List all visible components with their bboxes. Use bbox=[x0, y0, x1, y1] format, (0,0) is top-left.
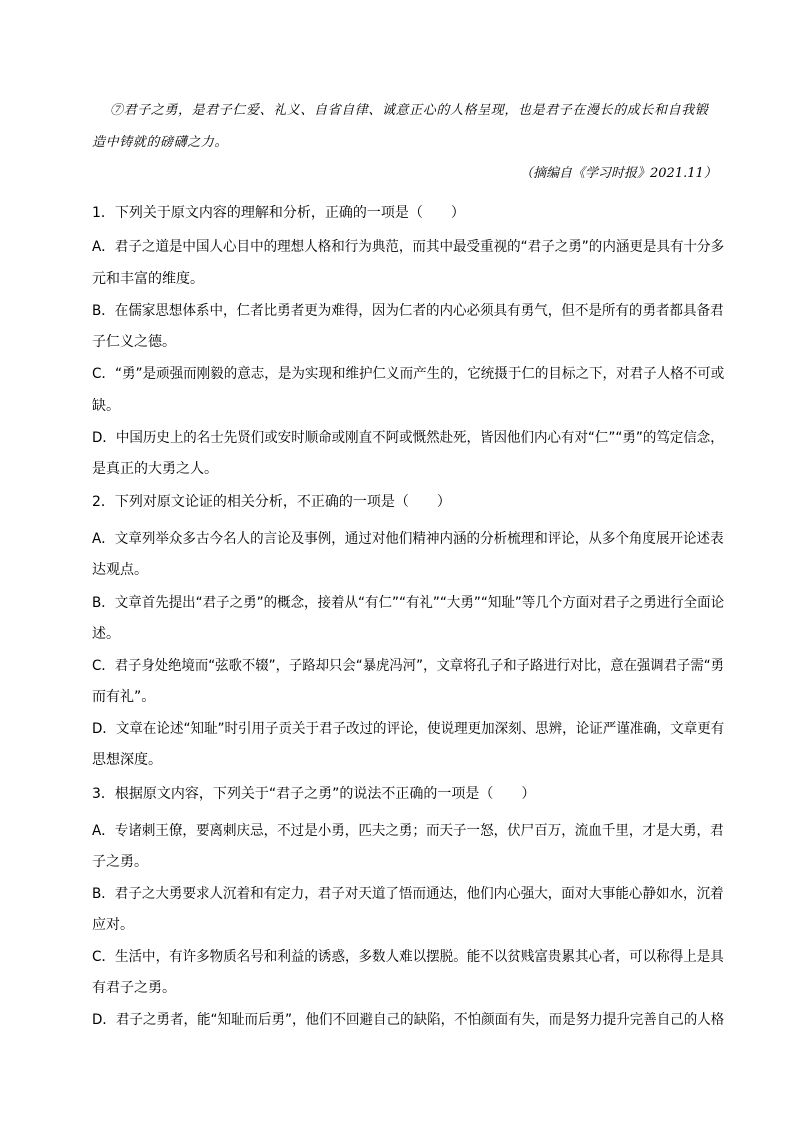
option-c-line: C．“勇”是顽强而刚毅的意志，是为实现和维护仁义而产生的，它统摄于仁的目标之下，对君子人格不可或 bbox=[92, 366, 725, 382]
option-a-line: A．文章列举众多古今名人的言论及事例，通过对他们精神内涵的分析梳理和评论，从多个角度展开论述表 bbox=[92, 531, 724, 547]
option-a-line: 子之勇。 bbox=[92, 854, 148, 870]
question-stem: 3．根据原文内容，下列关于“君子之勇”的说法不正确的一项是（ ） bbox=[92, 786, 536, 802]
option-d-line: D．文章在论述“知耻”时引用子贡关于君子改过的评论，使说理更加深刻、思辨，论证严谨准确，文章更有 bbox=[92, 721, 725, 737]
option-d-line: D．中国历史上的名士先贤们或安时顺命或刚直不阿或慨然赴死，皆因他们内心有对“仁”“勇”的笃定信念， bbox=[92, 430, 724, 446]
option-b-line: 应对。 bbox=[92, 917, 134, 933]
option-c-line: 而有礼”。 bbox=[92, 689, 156, 705]
question-stem: 2．下列对原文论证的相关分析，不正确的一项是（ ） bbox=[92, 494, 451, 510]
option-a-line: A．君子之道是中国人心目中的理想人格和行为典范，而其中最受重视的“君子之勇”的内涵更是具有十分多 bbox=[92, 239, 725, 255]
option-a-line: 元和丰富的维度。 bbox=[92, 271, 204, 287]
passage-paragraph-line: ⑦君子之勇，是君子仁爱、礼义、自省自律、诚意正心的人格呈现，也是君子在漫长的成长和自我锻 bbox=[110, 103, 709, 118]
option-c-line: 缺。 bbox=[92, 398, 120, 414]
option-a-line: A．专诸刺王僚，要离刺庆忌，不过是小勇，匹夫之勇；而天子一怒，伏尸百万，流血千里，才是大勇，君 bbox=[92, 823, 724, 839]
option-b-line: 子仁义之德。 bbox=[92, 334, 176, 350]
option-c-line: 有君子之勇。 bbox=[92, 980, 176, 996]
passage-paragraph-line: 造中铸就的磅礴之力。 bbox=[92, 135, 229, 150]
option-b-line: B．君子之大勇要求人沉着和有定力，君子对天道了悟而通达，他们内心强大，面对大事能心静如水，沉着 bbox=[92, 886, 724, 902]
option-d-line: 是真正的大勇之人。 bbox=[92, 461, 218, 477]
question-stem: 1．下列关于原文内容的理解和分析，正确的一项是（ ） bbox=[92, 205, 465, 221]
option-b-line: 述。 bbox=[92, 626, 120, 642]
option-c-line: C．君子身处绝境而“弦歌不辍”，子路却只会“暴虎冯河”，文章将孔子和子路进行对比，意在强调君子需“勇 bbox=[92, 658, 725, 674]
option-d-line: D．君子之勇者，能“知耻而后勇”，他们不回避自己的缺陷，不怕颜面有失，而是努力提升完善自己的人格 bbox=[92, 1012, 725, 1028]
option-b-line: B．文章首先提出“君子之勇”的概念，接着从“有仁”“有礼”“大勇”“知耻”等几个方面对君子之勇进行全面论 bbox=[92, 595, 725, 611]
option-d-line: 思想深度。 bbox=[92, 752, 162, 768]
passage-source: （摘编自《学习时报》2021.11） bbox=[520, 166, 717, 181]
option-b-line: B．在儒家思想体系中，仁者比勇者更为难得，因为仁者的内心必须具有勇气，但不是所有的勇者都具备君 bbox=[92, 303, 724, 319]
option-a-line: 达观点。 bbox=[92, 562, 148, 578]
option-c-line: C．生活中，有许多物质名号和利益的诱惑，多数人难以摆脱。能不以贫贱富贵累其心者，可以称得上是具 bbox=[92, 949, 724, 965]
